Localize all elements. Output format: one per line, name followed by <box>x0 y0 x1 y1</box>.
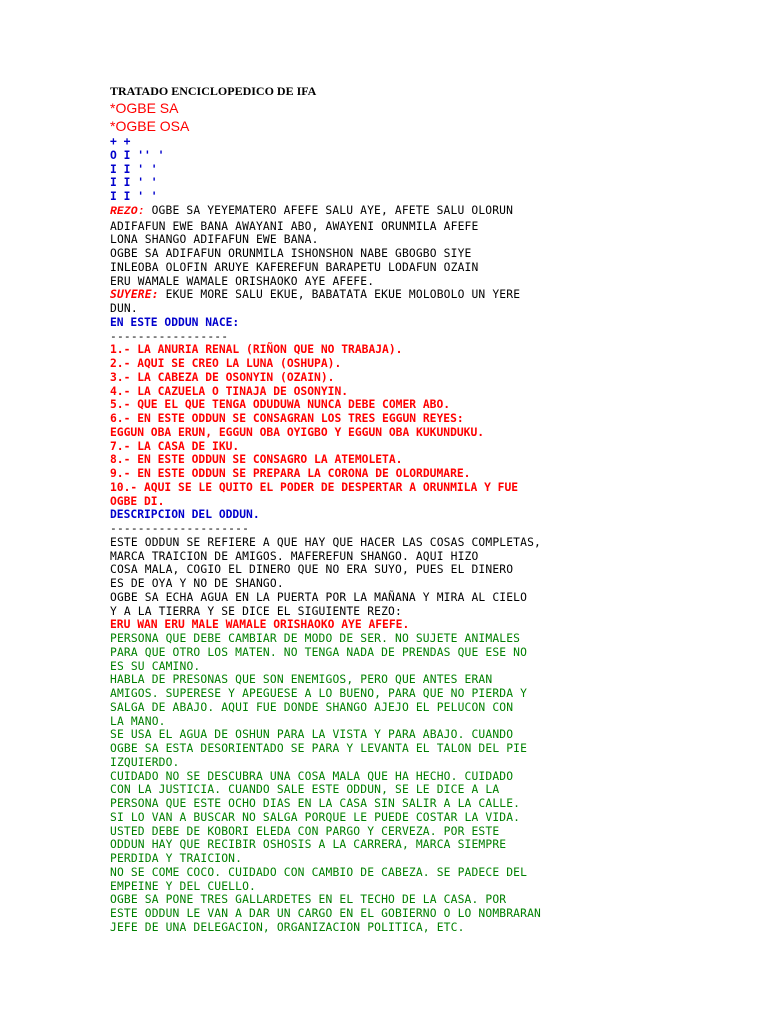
descripcion-green-line: SALGA DE ABAJO. AQUI FUE DONDE SHANGO AJEJO EL PELUCON CON <box>110 700 514 714</box>
descripcion-green-line: USTED DEBE DE KOBORI ELEDA CON PARGO Y CERVEZA. POR ESTE <box>110 824 500 838</box>
nace-heading: EN ESTE ODDUN NACE: <box>110 315 240 329</box>
nace-item: 5.- QUE EL QUE TENGA ODUDUWA NUNCA DEBE COMER ABO. <box>110 398 451 412</box>
descripcion-line: COSA MALA, COGIO EL DINERO QUE NO ERA SUYO, PUES EL DINERO <box>110 563 514 577</box>
descripcion-line: Y A LA TIERRA Y SE DICE EL SIGUIENTE REZO: <box>110 604 402 618</box>
descripcion-green-line: OGBE SA ESTA DESORIENTADO SE PARA Y LEVANTA EL TALON DEL PIE <box>110 742 528 755</box>
rezo-label: REZO: <box>110 205 145 218</box>
descripcion-green-line: IZQUIERDO. <box>110 755 180 769</box>
nace-item: 1.- LA ANURIA RENAL (RIÑON QUE NO TRABAJA). <box>110 343 403 357</box>
signature-line: I I ' ' <box>110 162 158 176</box>
signature-line: I I ' ' <box>110 176 158 190</box>
suyere-first-line: EKUE MORE SALU EKUE, BABATATA EKUE MOLOBOLO UN YERE <box>158 288 521 302</box>
oddun-signature <box>110 135 750 204</box>
descripcion-green-line: SI LO VAN A BUSCAR NO SALGA PORQUE LE PUEDE COSTAR LA VIDA. <box>110 810 521 824</box>
descripcion-green-line: ODDUN HAY QUE RECIBIR OSHOSIS A LA CARRERA, MARCA SIEMPRE <box>110 838 507 852</box>
descripcion-green-line: ESTE ODDUN LE VAN A DAR UN CARGO EN EL GOBIERNO O LO NOMBRARAN <box>110 907 541 920</box>
rezo-first-line: OGBE SA YEYEMATERO AFEFE SALU AYE, AFETE SALU OLORUN <box>144 203 514 217</box>
descripcion-green-line: PERSONA QUE ESTE OCHO DIAS EN LA CASA SIN SALIR A LA CALLE. <box>110 797 521 810</box>
descripcion-rezo-line: ERU WAN ERU MALE WAMALE ORISHAOKO AYE AFEFE. <box>110 618 410 632</box>
rezo-line: OGBE SA ADIFAFUN ORUNMILA ISHONSHON NABE GBOGBO SIYE <box>110 247 472 260</box>
descripcion-green-line: PERSONA QUE DEBE CAMBIAR DE MODO DE SER. NO SUJETE ANIMALES <box>110 632 521 645</box>
nace-item: 4.- LA CAZUELA O TINAJA DE OSONYIN. <box>110 384 349 398</box>
descripcion-green-line: ES SU CAMINO. <box>110 659 201 673</box>
document-title: TRATADO ENCICLOPEDICO DE IFA <box>110 84 317 98</box>
descripcion-green-line: LA MANO. <box>110 714 166 728</box>
oddun-names <box>110 99 750 135</box>
nace-rule: ----------------- <box>110 329 229 343</box>
nace-item: 2.- AQUI SE CREO LA LUNA (OSHUPA). <box>110 357 342 370</box>
signature-line: I I ' ' <box>110 190 158 203</box>
nace-item: 8.- EN ESTE ODDUN SE CONSAGRO LA ATEMOLETA. <box>110 453 403 467</box>
suyere-section <box>110 288 750 316</box>
descripcion-heading: DESCRIPCION DEL ODDUN. <box>110 508 260 522</box>
rezo-section <box>110 204 750 289</box>
descripcion-green-line: CUIDADO NO SE DESCUBRA UNA COSA MALA QUE HA HECHO. CUIDADO <box>110 769 514 783</box>
nace-item: 6.- EN ESTE ODDUN SE CONSAGRAN LOS TRES EGGUN REYES: <box>110 412 464 425</box>
oddun-name: *OGBE SA <box>110 100 179 116</box>
nace-item: 10.- AQUI SE LE QUITO EL PODER DE DESPERTAR A ORUNMILA Y FUE <box>110 480 519 494</box>
rezo-line: INLEOBA OLOFIN ARUYE KAFEREFUN BARAPETU LODAFUN OZAIN <box>110 260 479 274</box>
descripcion-green-line: HABLA DE PRESONAS QUE SON ENEMIGOS, PERO QUE ANTES ERAN <box>110 673 493 687</box>
nace-item: EGGUN OBA ERUN, EGGUN OBA OYIGBO Y EGGUN OBA KUKUNDUKU. <box>110 425 485 439</box>
suyere-line: DUN. <box>110 302 138 315</box>
descripcion-green-line: PERDIDA Y TRAICION. <box>110 852 243 865</box>
signature-line: + + <box>110 135 131 148</box>
descripcion-line: ESTE ODDUN SE REFIERE A QUE HAY QUE HACER LAS COSAS COMPLETAS, <box>110 535 541 549</box>
descripcion-section <box>110 508 750 934</box>
descripcion-green-line: OGBE SA PONE TRES GALLARDETES EN EL TECHO DE LA CASA. POR <box>110 893 507 907</box>
rezo-line: LONA SHANGO ADIFAFUN EWE BANA. <box>110 233 319 247</box>
descripcion-rule: -------------------- <box>110 522 250 535</box>
nace-item: 3.- LA CABEZA DE OSONYIN (OZAIN). <box>110 370 335 384</box>
descripcion-green-line: EMPEINE Y DEL CUELLO. <box>110 879 256 893</box>
signature-line: O I '' ' <box>110 148 165 162</box>
nace-item: 9.- EN ESTE ODDUN SE PREPARA LA CORONA DE OLORDUMARE. <box>110 467 471 480</box>
nace-item: 7.- LA CASA DE IKU. <box>110 439 240 453</box>
oddun-name: *OGBE OSA <box>110 118 190 134</box>
descripcion-green-line: SE USA EL AGUA DE OSHUN PARA LA VISTA Y PARA ABAJO. CUANDO <box>110 728 514 742</box>
descripcion-green-line: AMIGOS. SUPERESE Y APEGUESE A LO BUENO, PARA QUE NO PIERDA Y <box>110 687 528 700</box>
suyere-label: SUYERE: <box>110 288 159 302</box>
rezo-line: ADIFAFUN EWE BANA AWAYANI ABO, AWAYENI ORUNMILA AFEFE <box>110 219 479 233</box>
descripcion-line: OGBE SA ECHA AGUA EN LA PUERTA POR LA MAÑANA Y MIRA AL CIELO <box>110 590 528 604</box>
nace-item: OGBE DI. <box>110 494 165 508</box>
descripcion-line: MARCA TRAICION DE AMIGOS. MAFEREFUN SHANGO. AQUI HIZO <box>110 549 479 563</box>
descripcion-green-line: NO SE COME COCO. CUIDADO CON CAMBIO DE CABEZA. SE PADECE DEL <box>110 865 528 879</box>
descripcion-green-line: JEFE DE UNA DELEGACION, ORGANIZACION POLITICA, ETC. <box>110 920 465 934</box>
descripcion-green-line: PARA QUE OTRO LOS MATEN. NO TENGA NADA DE PRENDAS QUE ESE NO <box>110 645 528 659</box>
document-page <box>110 84 750 935</box>
nace-section <box>110 316 750 509</box>
descripcion-green-line: CON LA JUSTICIA. CUANDO SALE ESTE ODDUN, SE LE DICE A LA <box>110 783 500 797</box>
rezo-line: ERU WAMALE WAMALE ORISHAOKO AYE AFEFE. <box>110 274 375 288</box>
descripcion-line: ES DE OYA Y NO DE SHANGO. <box>110 577 284 590</box>
